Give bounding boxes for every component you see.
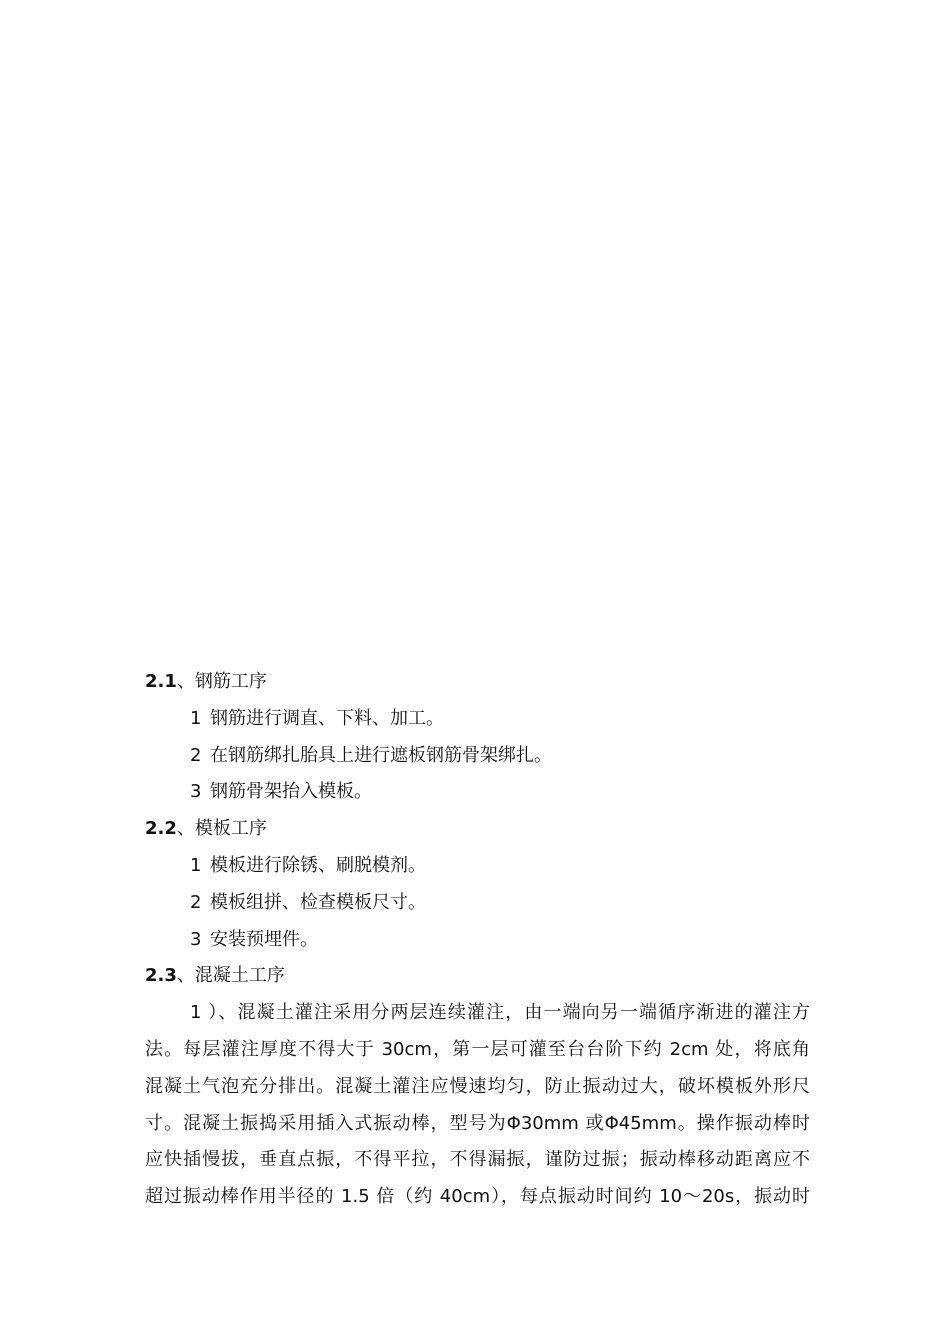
list-item-index: 2	[190, 891, 202, 913]
list-item-index: 3	[190, 928, 202, 950]
list-item-index: 2	[190, 744, 202, 766]
list-item-text: 模板进行除锈、刷脱模剂。	[210, 854, 426, 876]
paragraph-line: 寸。混凝土振捣采用插入式振动棒，型号为Φ30mm 或Φ45mm。操作振动棒时	[145, 1112, 810, 1134]
document-body	[145, 664, 810, 1216]
section-heading-2-1	[145, 664, 810, 701]
paragraph-line: 超过振动棒作用半径的 1.5 倍（约 40cm），每点振动时间约 10～20s，振动时	[145, 1186, 810, 1208]
list-item-index: 3	[190, 781, 202, 803]
paragraph-line: 法。每层灌注厚度不得大于 30cm，第一层可灌至台台阶下约 2cm 处，将底角	[145, 1038, 810, 1060]
list-item-index: 1	[190, 707, 202, 729]
paragraph-line: 1 ）、混凝土灌注采用分两层连续灌注，由一端向另一端循序渐进的灌注方	[190, 1002, 810, 1024]
paragraph-line: 混凝土气泡充分排出。混凝土灌注应慢速均匀，防止振动过大，破坏模板外形尺	[145, 1075, 810, 1097]
list-item-text: 在钢筋绑扎胎具上进行遮板钢筋骨架绑扎。	[210, 744, 552, 766]
section-title: 、模板工序	[176, 818, 267, 840]
list-item	[145, 848, 810, 885]
section-number: 2.2	[145, 818, 177, 840]
list-item	[145, 701, 810, 738]
section-number: 2.3	[145, 965, 177, 987]
list-item	[145, 774, 810, 811]
section-number: 2.1	[145, 671, 177, 692]
list-item-text: 模板组拼、检查模板尺寸。	[210, 891, 426, 913]
section-title: 、钢筋工序	[176, 671, 267, 692]
section-title: 、混凝土工序	[176, 965, 285, 987]
list-item	[145, 738, 810, 775]
list-item	[145, 922, 810, 959]
list-item-index: 1	[190, 854, 202, 876]
list-item-text: 安装预埋件。	[210, 928, 318, 950]
section-heading-2-3	[145, 958, 810, 995]
section-heading-2-2	[145, 811, 810, 848]
list-item-text: 钢筋进行调直、下料、加工。	[210, 707, 444, 729]
list-item-text: 钢筋骨架抬入模板。	[210, 781, 372, 803]
paragraph-line: 应快插慢拔，垂直点振，不得平拉，不得漏振，谨防过振；振动棒移动距离应不	[145, 1149, 810, 1171]
body-paragraph	[145, 995, 810, 1216]
list-item	[145, 885, 810, 922]
